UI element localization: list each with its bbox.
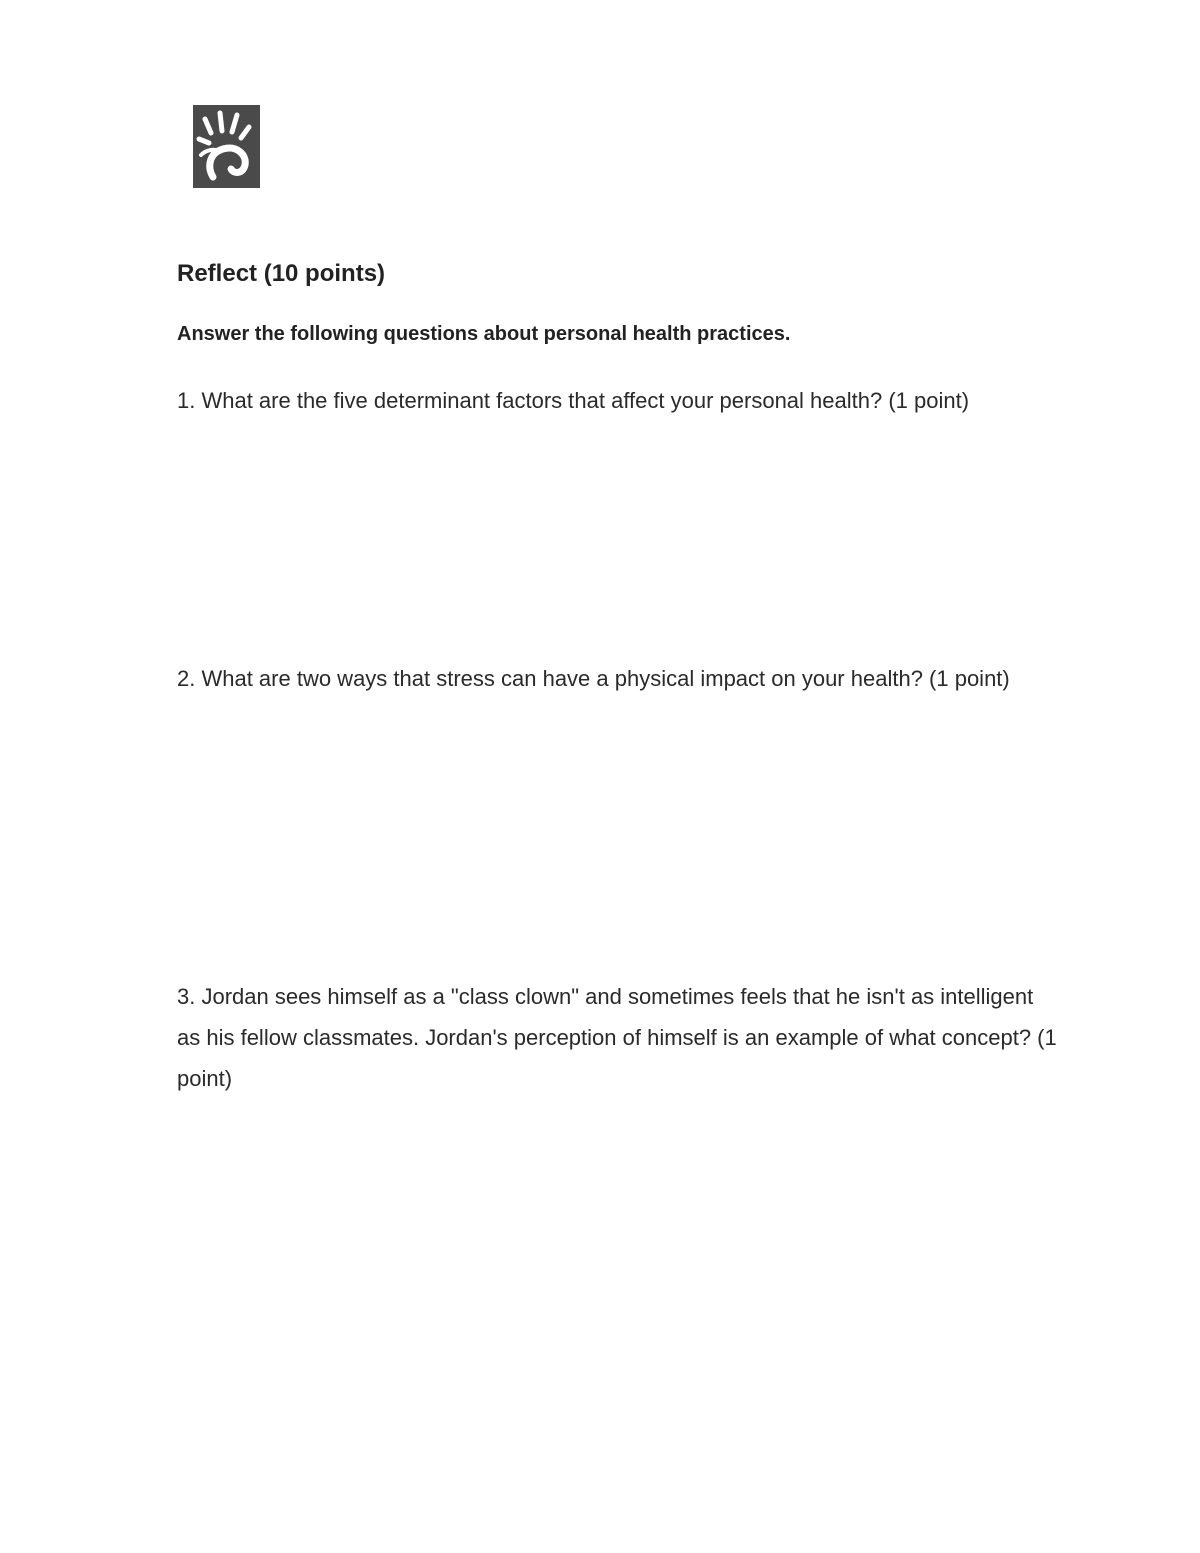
section-instructions: Answer the following questions about personal health practices. — [177, 323, 791, 345]
hand-sun-logo-icon — [193, 105, 260, 188]
question-3: 3. Jordan sees himself as a "class clown" and sometimes feels that he isn't as intelligent as his fellow classmates. Jordan's perception of himself is an example of what concept? (1 point) — [177, 984, 1057, 1091]
question-1: 1. What are the five determinant factors that affect your personal health? (1 point) — [177, 388, 970, 413]
section-title: Reflect (10 points) — [177, 260, 386, 287]
question-2: 2. What are two ways that stress can have a physical impact on your health? (1 point) — [177, 666, 1010, 691]
